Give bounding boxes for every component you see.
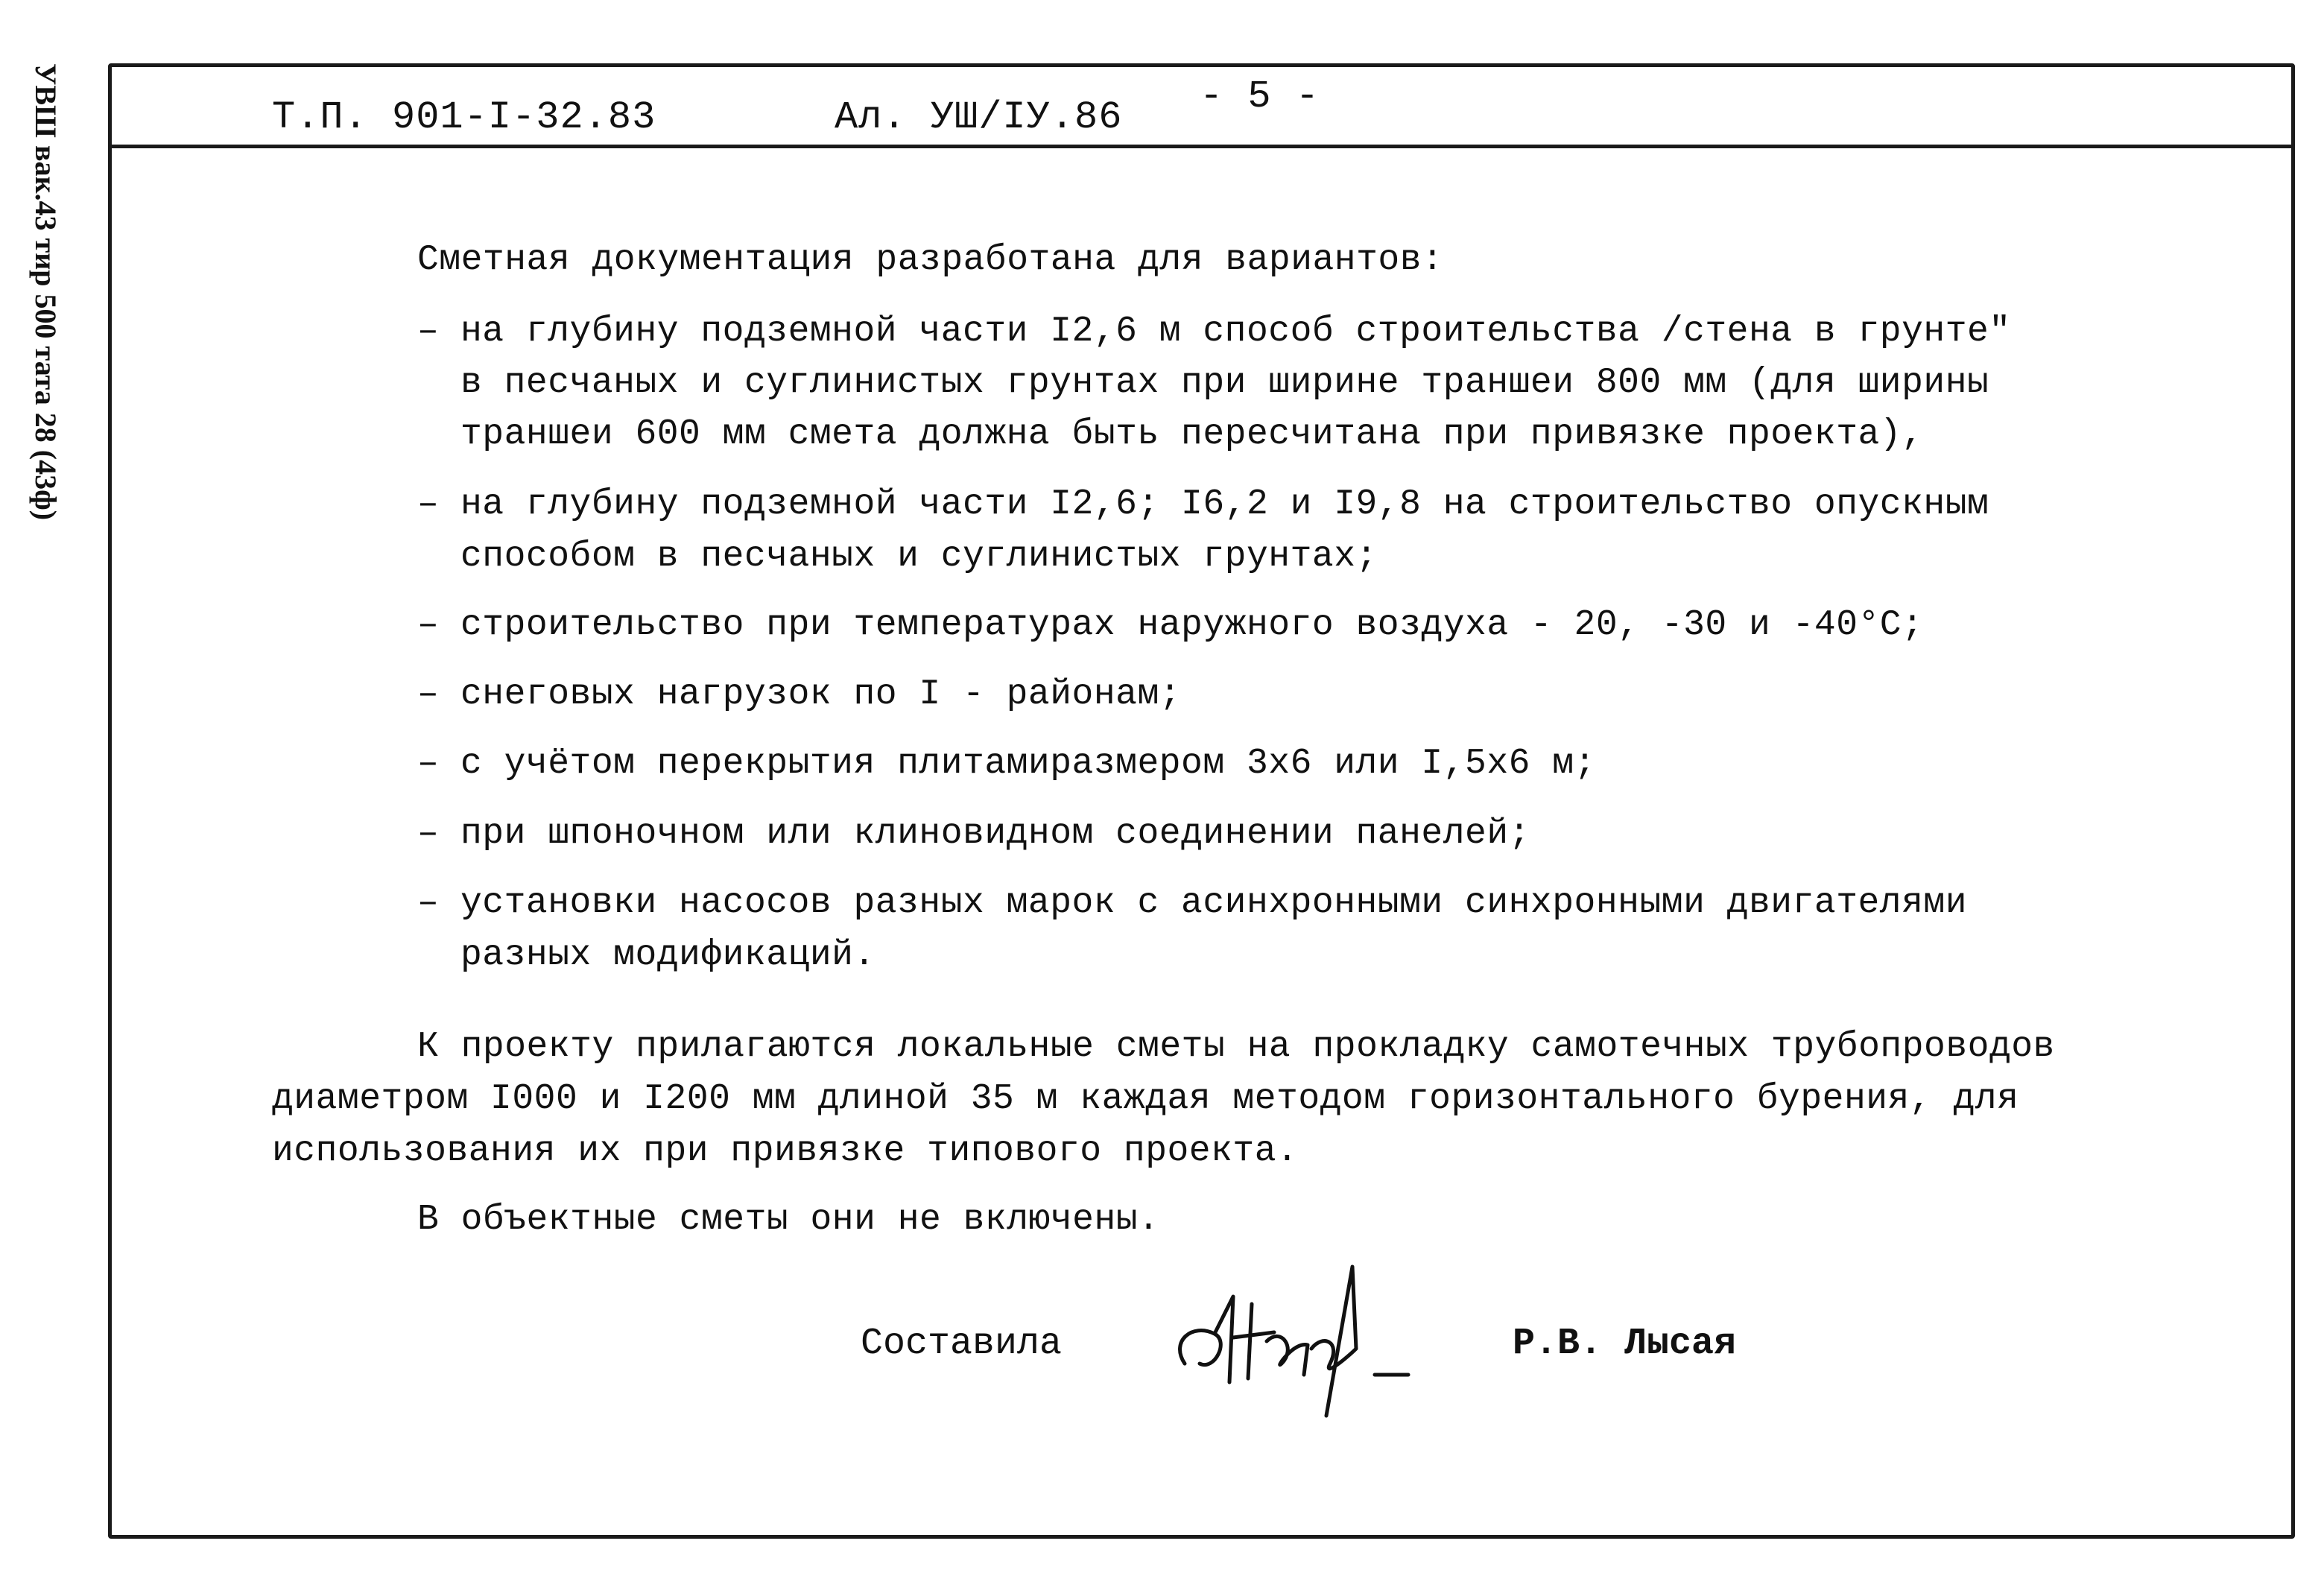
list-item-line: установки насосов разных марок с асинхронными синхронными двигателями (460, 883, 1968, 923)
list-dash: – (417, 484, 440, 525)
list-item-line: в песчаных и суглинистых грунтах при ширине траншеи 800 мм (для ширины (460, 363, 1989, 403)
list-item-line: на глубину подземной части I2,6 м способ строительства /стена в грунте" (460, 311, 2011, 352)
list-item (417, 484, 1989, 525)
paragraph-line: В объектные сметы они не включены. (417, 1200, 1160, 1240)
list-item (417, 744, 1596, 784)
list-dash: – (417, 814, 440, 854)
list-item-line: снеговых нагрузок по I - районам; (460, 674, 1182, 715)
list-dash: – (417, 605, 440, 645)
list-dash: – (417, 883, 440, 923)
list-item-line: способом в песчаных и суглинистых грунтах; (460, 536, 1378, 577)
paragraph-line: использования их при привязке типового проекта. (272, 1131, 1299, 1171)
list-item-line: на глубину подземной части I2,6; I6,2 и I9,8 на строительство опускным (460, 484, 1989, 525)
paragraph-line: К проекту прилагаются локальные сметы на прокладку самотечных трубопроводов (417, 1027, 2055, 1067)
intro-text: Сметная документация разработана для вариантов: (417, 240, 1444, 280)
list-item (417, 674, 1181, 715)
page-number: - 5 - (1200, 75, 1320, 118)
list-item-line: строительство при температурах наружного воздуха - 20, -30 и -40°С; (460, 605, 1924, 645)
list-item-line: с учётом перекрытия плитамиразмером 3х6 или I,5х6 м; (460, 744, 1596, 784)
list-item-line: при шпоночном или клиновидном соединении панелей; (460, 814, 1530, 854)
side-margin-stamp (0, 0, 89, 596)
list-item (417, 311, 2011, 352)
side-stamp-text: УВШ вак.43 тир 500 тата 28 (43ф) (29, 63, 63, 521)
list-dash: – (417, 744, 440, 784)
list-dash: – (417, 674, 440, 715)
list-item-line: траншеи 600 мм смета должна быть пересчитана при привязке проекта), (460, 414, 1924, 455)
signatory-name: Р.В. Лысая (1513, 1323, 1737, 1365)
document-designation: Т.П. 901-I-32.83 (272, 95, 656, 139)
list-dash: – (417, 311, 440, 352)
album-number: Ал. УШ/IУ.86 (835, 95, 1123, 139)
handwritten-signature (1162, 1252, 1431, 1423)
list-item (417, 814, 1530, 854)
list-item-line: разных модификаций. (460, 935, 876, 975)
header-divider (108, 145, 2291, 148)
list-item (417, 605, 1923, 645)
list-item (417, 883, 1967, 923)
paragraph-line: диаметром I000 и I200 мм длиной 35 м каждая методом горизонтального бурения, для (272, 1079, 2019, 1119)
signature-label: Составила (861, 1323, 1063, 1365)
